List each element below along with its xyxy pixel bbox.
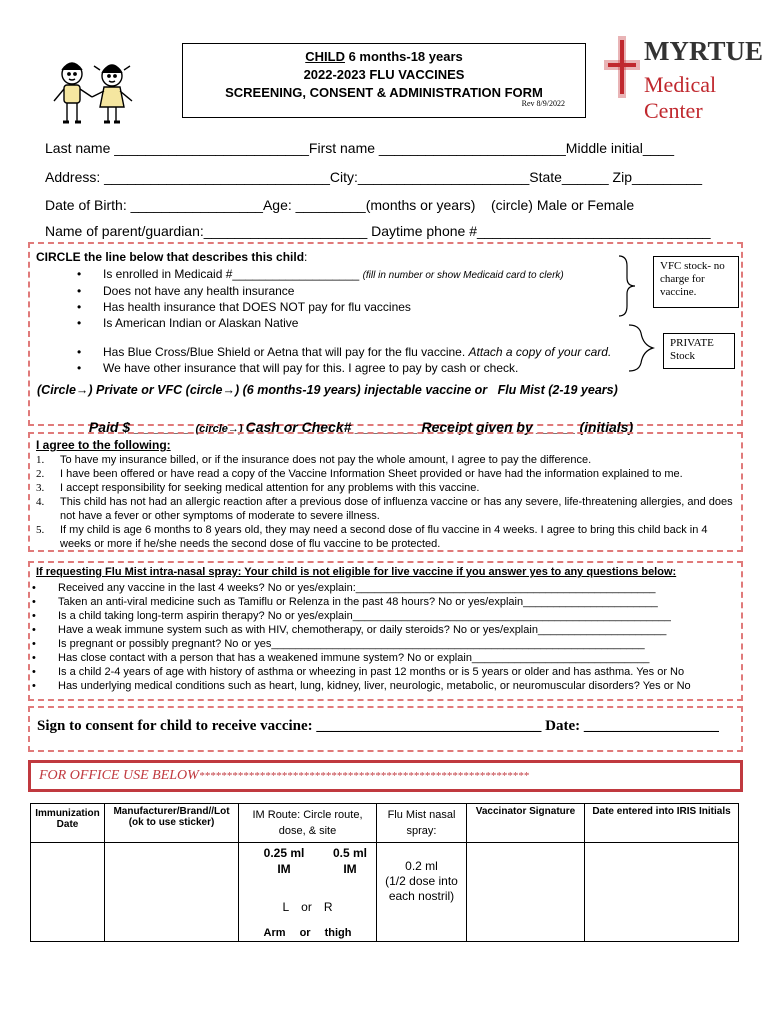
revision-date: Rev 8/9/2022 (521, 99, 565, 108)
list-item[interactable]: • Has close contact with a person that has a weakened immune system? No or explain_____________________________ (58, 651, 738, 665)
flu-mist-dose: 0.2 ml (405, 859, 438, 873)
private-insurance-list (103, 344, 663, 376)
list-item[interactable]: • Is a child 2-4 years of age with history of asthma or wheezing in past 12 months or is 5 years or older and has asthma. Yes or No (58, 665, 738, 679)
vfc-eligibility-list (103, 266, 623, 331)
address-fields-line[interactable]: Address: _____________________________City:______________________State______ Zip_________ (45, 169, 703, 185)
immunization-date-cell[interactable] (31, 843, 105, 942)
side-option-right[interactable]: R (323, 900, 333, 914)
list-item[interactable]: • Is American Indian or Alaskan Native (103, 315, 623, 331)
list-item: 1. To have my insurance billed, or if the insurance does not pay the whole amount, I agree to pay the difference. (36, 454, 592, 466)
form-title-line1: CHILD 6 months-18 years (305, 49, 463, 64)
column-header-immunization-date: Immunization Date (31, 804, 105, 843)
site-option-arm[interactable]: Arm (263, 927, 286, 939)
logo-name: MYRTUE (644, 36, 764, 66)
agreement-list (36, 453, 736, 551)
vaccinator-signature-cell[interactable] (467, 843, 585, 942)
children-illustration (48, 58, 140, 132)
vaccine-type-line[interactable]: (Circle→) Private or VFC (circle→) (6 months-19 years) injectable vaccine or Flu Mist (2-19 years) (37, 383, 618, 397)
agreement-heading: I agree to the following: (36, 438, 171, 452)
brace-icon (627, 323, 655, 373)
site-option-thigh[interactable]: thigh (324, 927, 352, 939)
form-title-box (182, 43, 586, 118)
myrtue-logo-icon (604, 36, 640, 98)
logo-subtitle: Medical Center (644, 72, 717, 123)
list-item[interactable]: • Received any vaccine in the last 4 weeks? No or yes/explain:_________________________________________________ (58, 581, 738, 595)
private-stock-box: PRIVATE Stock (663, 333, 735, 369)
vfc-stock-box: VFC stock- no charge for vaccine. (653, 256, 739, 308)
list-item[interactable]: • Has Blue Cross/Blue Shield or Aetna that will pay for the flu vaccine. Attach a copy of your card. (103, 344, 663, 360)
dob-fields-line[interactable]: Date of Birth: _________________Age: _________(months or years) (circle) Male or Female (45, 197, 635, 213)
list-item[interactable]: • Does not have any health insurance (103, 283, 623, 299)
consent-signature-line[interactable]: Sign to consent for child to receive vaccine: ______________________________ Date: __________________ (37, 718, 719, 734)
dose-option-0.25ml[interactable]: 0.25 ml IM (263, 846, 305, 876)
list-item[interactable]: • Is enrolled in Medicaid #___________________ (fill in number or show Medicaid card to clerk) (103, 266, 623, 283)
list-item: 5. If my child is age 6 months to 8 years old, they may need a second dose of flu vaccine in 4 weeks. I agree to bring this child back in 4 weeks or more if he/she needs the second dose of flu vaccine to be protected. (36, 524, 708, 550)
form-title-line3: SCREENING, CONSENT & ADMINISTRATION FORM (225, 85, 543, 100)
iris-entry-cell[interactable] (585, 843, 739, 942)
list-item[interactable]: • Taken an anti-viral medicine such as Tamiflu or Relenza in the past 48 hours? No or yes/explain______________________ (58, 595, 738, 609)
column-header-manufacturer: Manufacturer/Brand//Lot (ok to use sticker) (105, 804, 239, 843)
office-use-banner (28, 760, 743, 792)
list-item[interactable]: • Have a weak immune system such as with HIV, chemotherapy, or daily steroids? No or yes/explain_____________________ (58, 623, 738, 637)
im-route-cell[interactable] (239, 843, 377, 942)
brace-icon (617, 254, 637, 318)
column-header-im-route: IM Route: Circle route, dose, & site (239, 804, 377, 843)
list-item[interactable]: • Is pregnant or possibly pregnant? No or yes_____________________________________________________________ (58, 637, 738, 651)
flu-mist-cell[interactable] (377, 843, 467, 942)
side-option-left[interactable]: L (282, 900, 290, 914)
column-header-flu-mist: Flu Mist nasal spray: (377, 804, 467, 843)
manufacturer-cell[interactable] (105, 843, 239, 942)
name-fields-line[interactable]: Last name _________________________First name ________________________Middle initial____ (45, 140, 674, 156)
flumist-question-list (58, 581, 738, 693)
form-title-line2: 2022-2023 FLU VACCINES (303, 67, 465, 82)
column-header-iris: Date entered into IRIS Initials (585, 804, 739, 843)
list-item: 3. I accept responsibility for seeking medical attention for any problems with this vaccine. (36, 482, 480, 494)
guardian-fields-line[interactable]: Name of parent/guardian:_____________________ Daytime phone #______________________________ (45, 223, 711, 239)
list-item[interactable]: • Has health insurance that DOES NOT pay for flu vaccines (103, 299, 623, 315)
flu-mist-note: (1/2 dose into each nostril) (385, 874, 458, 903)
list-item: 4. This child has not had an allergic reaction after a previous dose of influenza vaccine or has any severe, life-threatening allergies, and does not have a fever or other symptoms of moderate to severe illness. (36, 496, 733, 522)
list-item[interactable]: • We have other insurance that will pay for this. I agree to pay by cash or check. (103, 360, 663, 376)
payment-line[interactable]: Paid $________ (circle→) Cash or Check# ________ Receipt given by _____ (initials) (88, 419, 634, 435)
office-use-stars: ************************************************************ (198, 770, 529, 782)
list-item: 2. I have been offered or have read a copy of the Vaccine Information Sheet provided or have had the information explained to me. (36, 468, 683, 480)
dose-option-0.5ml[interactable]: 0.5 ml IM (332, 846, 368, 876)
or-label: or (299, 927, 311, 939)
list-item[interactable]: • Has underlying medical conditions such as heart, lung, kidney, liver, neurologic, metabolic, or neuromuscular disorders? Yes or No (58, 679, 738, 693)
flumist-heading: If requesting Flu Mist intra-nasal spray: Your child is not eligible for live vaccine if you answer yes to any questions below: (36, 566, 677, 578)
insurance-heading: CIRCLE the line below that describes this child: (36, 250, 308, 264)
column-header-vaccinator: Vaccinator Signature (467, 804, 585, 843)
administration-table (30, 803, 739, 942)
office-use-label: FOR OFFICE USE BELOW (39, 768, 199, 783)
or-label: or (301, 900, 312, 914)
list-item[interactable]: • Is a child taking long-term aspirin therapy? No or yes/explain____________________________________________________ (58, 609, 738, 623)
